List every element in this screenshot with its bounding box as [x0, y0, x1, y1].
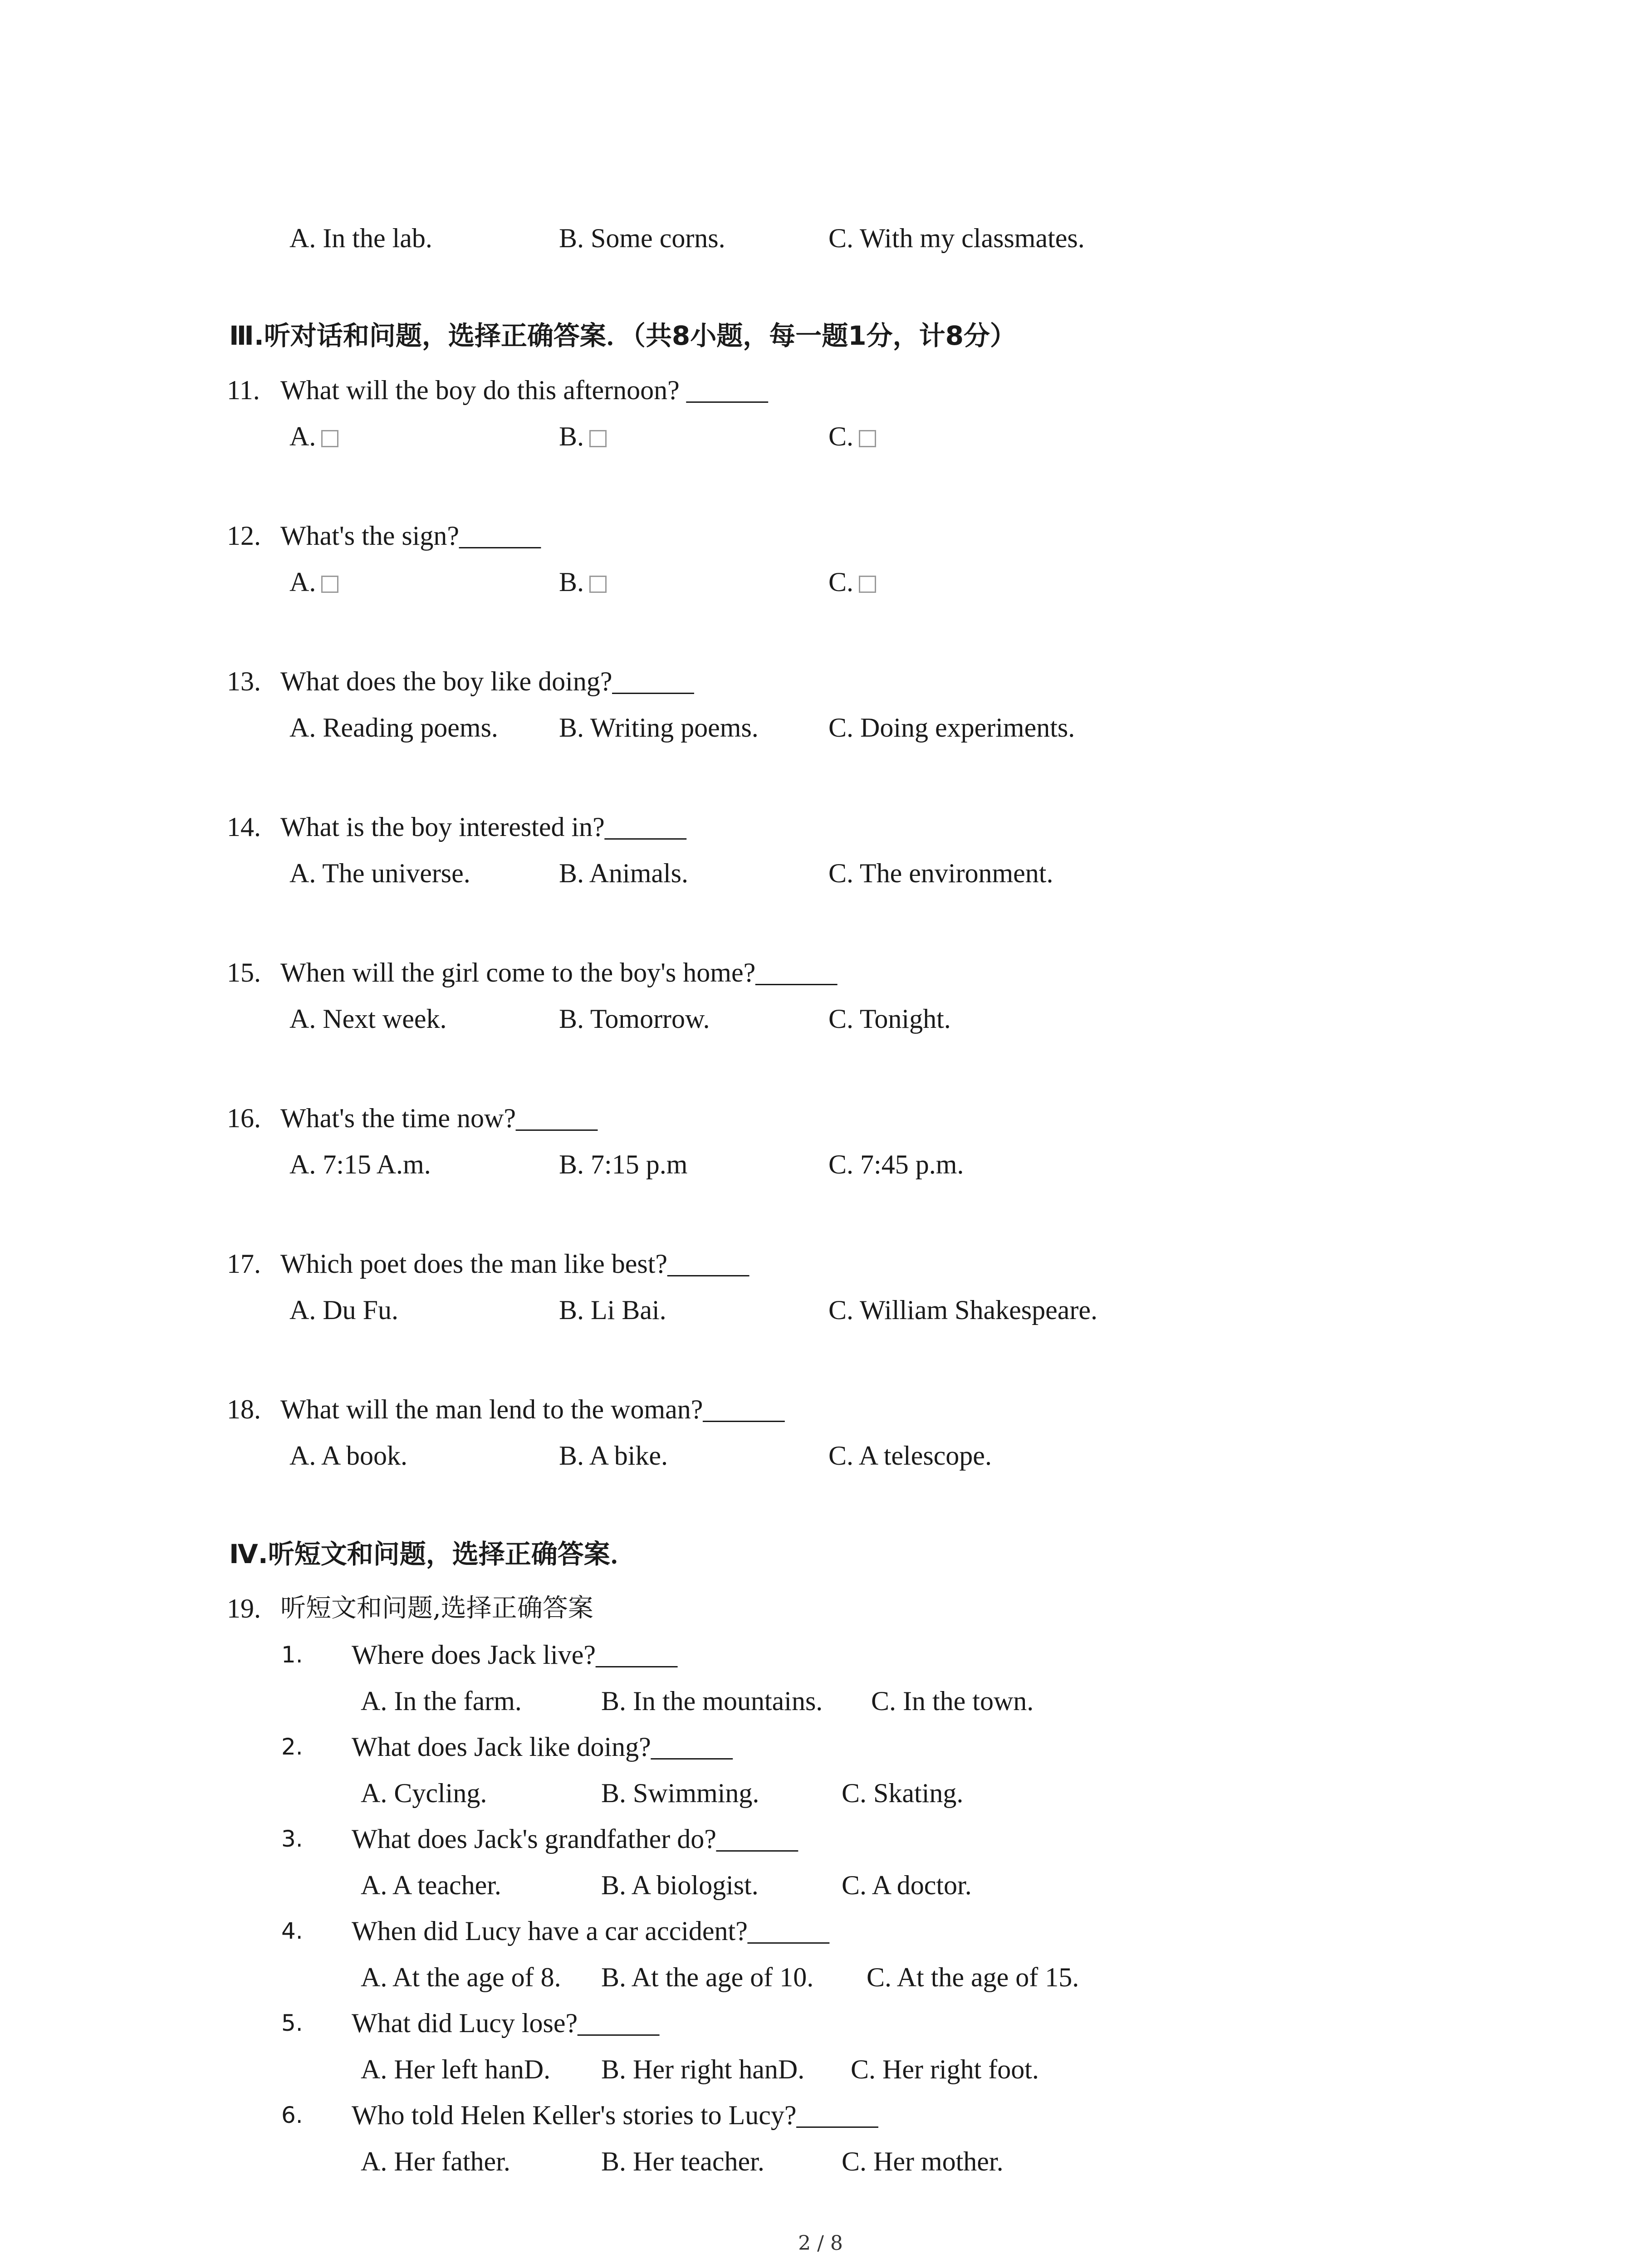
subquestion-number: 3.: [281, 1826, 303, 1852]
missing-image-icon: [321, 430, 338, 447]
option-a: A. In the farm.: [361, 1686, 522, 1716]
option-c: C. A doctor.: [842, 1870, 972, 1900]
question-number: 14.: [227, 812, 261, 842]
missing-image-icon: [859, 430, 876, 447]
option-a: A. Du Fu.: [289, 1295, 399, 1325]
missing-image-icon: [859, 576, 876, 593]
option-c: C. Her right foot.: [851, 2054, 1039, 2084]
option-c: C. With my classmates.: [828, 223, 1085, 253]
subquestion-text: When did Lucy have a car accident?______: [352, 1916, 829, 1946]
option-b: B. Her teacher.: [601, 2146, 764, 2176]
subquestion-number: 4.: [281, 1918, 303, 1944]
option-a: A. Next week.: [289, 1004, 447, 1034]
question-text: What is the boy interested in?______: [280, 812, 686, 842]
option-b: B. In the mountains.: [601, 1686, 823, 1716]
question-number: 18.: [227, 1394, 261, 1424]
option-a: A.: [289, 567, 316, 597]
option-b: B. Her right hanD.: [601, 2054, 805, 2084]
option-a: A. At the age of 8.: [361, 1962, 561, 1992]
question-text: What will the boy do this afternoon? ______: [280, 375, 768, 405]
option-b: B. At the age of 10.: [601, 1962, 814, 1992]
option-b: B.: [559, 421, 584, 451]
option-b: B. A bike.: [559, 1441, 668, 1471]
subquestion-text: What does Jack like doing?______: [352, 1732, 733, 1762]
question-text: What's the sign?______: [280, 521, 541, 551]
option-c: C. Skating.: [842, 1778, 964, 1808]
subquestion-text: What does Jack's grandfather do?______: [352, 1824, 798, 1854]
option-c: C. A telescope.: [828, 1441, 992, 1471]
option-a: A.: [289, 421, 316, 451]
option-a: A. A teacher.: [361, 1870, 501, 1900]
option-b: B. Swimming.: [601, 1778, 759, 1808]
subquestion-number: 1.: [281, 1642, 303, 1668]
subquestion-number: 6.: [281, 2102, 303, 2128]
subquestion-number: 2.: [281, 1734, 303, 1760]
missing-image-icon: [589, 576, 607, 593]
question-number: 13.: [227, 666, 261, 696]
subquestion-text: Where does Jack live?______: [352, 1640, 678, 1670]
option-a: A. In the lab.: [289, 223, 432, 253]
option-b: B.: [559, 567, 584, 597]
question-text: What does the boy like doing?______: [280, 666, 694, 696]
section-4-heading: Ⅳ.听短文和问题，选择正确答案．: [229, 1539, 637, 1569]
option-c: C.: [828, 567, 854, 597]
question-text: Which poet does the man like best?______: [280, 1249, 749, 1279]
question-number: 12.: [227, 521, 261, 551]
option-b: B. 7:15 p.m: [559, 1149, 688, 1179]
option-c: C. The environment.: [828, 858, 1053, 888]
option-a: A. Cycling.: [361, 1778, 487, 1808]
option-c: C.: [828, 421, 854, 451]
option-b: B. Some corns.: [559, 223, 725, 253]
question-text: What will the man lend to the woman?______: [280, 1394, 785, 1424]
question-number: 19.: [227, 1593, 261, 1623]
option-a: A. Reading poems.: [289, 713, 498, 743]
question-number: 17.: [227, 1249, 261, 1279]
option-a: A. 7:15 A.m.: [289, 1149, 431, 1179]
section-3-heading: Ⅲ.听对话和问题，选择正确答案．（共8小题，每一题1分，计8分）: [229, 320, 1016, 351]
missing-image-icon: [321, 576, 338, 593]
question-text: What's the time now?______: [280, 1103, 598, 1133]
subquestion-text: Who told Helen Keller's stories to Lucy?______: [352, 2100, 878, 2130]
option-c: C. Her mother.: [842, 2146, 1004, 2176]
question-number: 16.: [227, 1103, 261, 1133]
option-a: A. A book.: [289, 1441, 408, 1471]
option-b: B. Li Bai.: [559, 1295, 666, 1325]
question-number: 11.: [227, 375, 260, 405]
option-c: C. Doing experiments.: [828, 713, 1075, 743]
question-number: 15.: [227, 958, 261, 987]
option-c: C. At the age of 15.: [867, 1962, 1079, 1992]
question-text: When will the girl come to the boy's home?______: [280, 958, 838, 987]
option-c: C. In the town.: [871, 1686, 1034, 1716]
missing-image-icon: [589, 430, 607, 447]
option-b: B. Animals.: [559, 858, 689, 888]
subquestion-text: What did Lucy lose?______: [352, 2008, 660, 2038]
option-a: A. The universe.: [289, 858, 470, 888]
option-a: A. Her father.: [361, 2146, 510, 2176]
subquestion-number: 5.: [281, 2010, 303, 2036]
question-text: 听短文和问题,选择正确答案: [280, 1593, 593, 1623]
option-b: B. Writing poems.: [559, 713, 759, 743]
page-number: 2 / 8: [798, 2232, 843, 2255]
option-c: C. William Shakespeare.: [828, 1295, 1097, 1325]
option-b: B. A biologist.: [601, 1870, 759, 1900]
option-c: C. 7:45 p.m.: [828, 1149, 964, 1179]
option-c: C. Tonight.: [828, 1004, 951, 1034]
option-b: B. Tomorrow.: [559, 1004, 710, 1034]
option-a: A. Her left hanD.: [361, 2054, 551, 2084]
